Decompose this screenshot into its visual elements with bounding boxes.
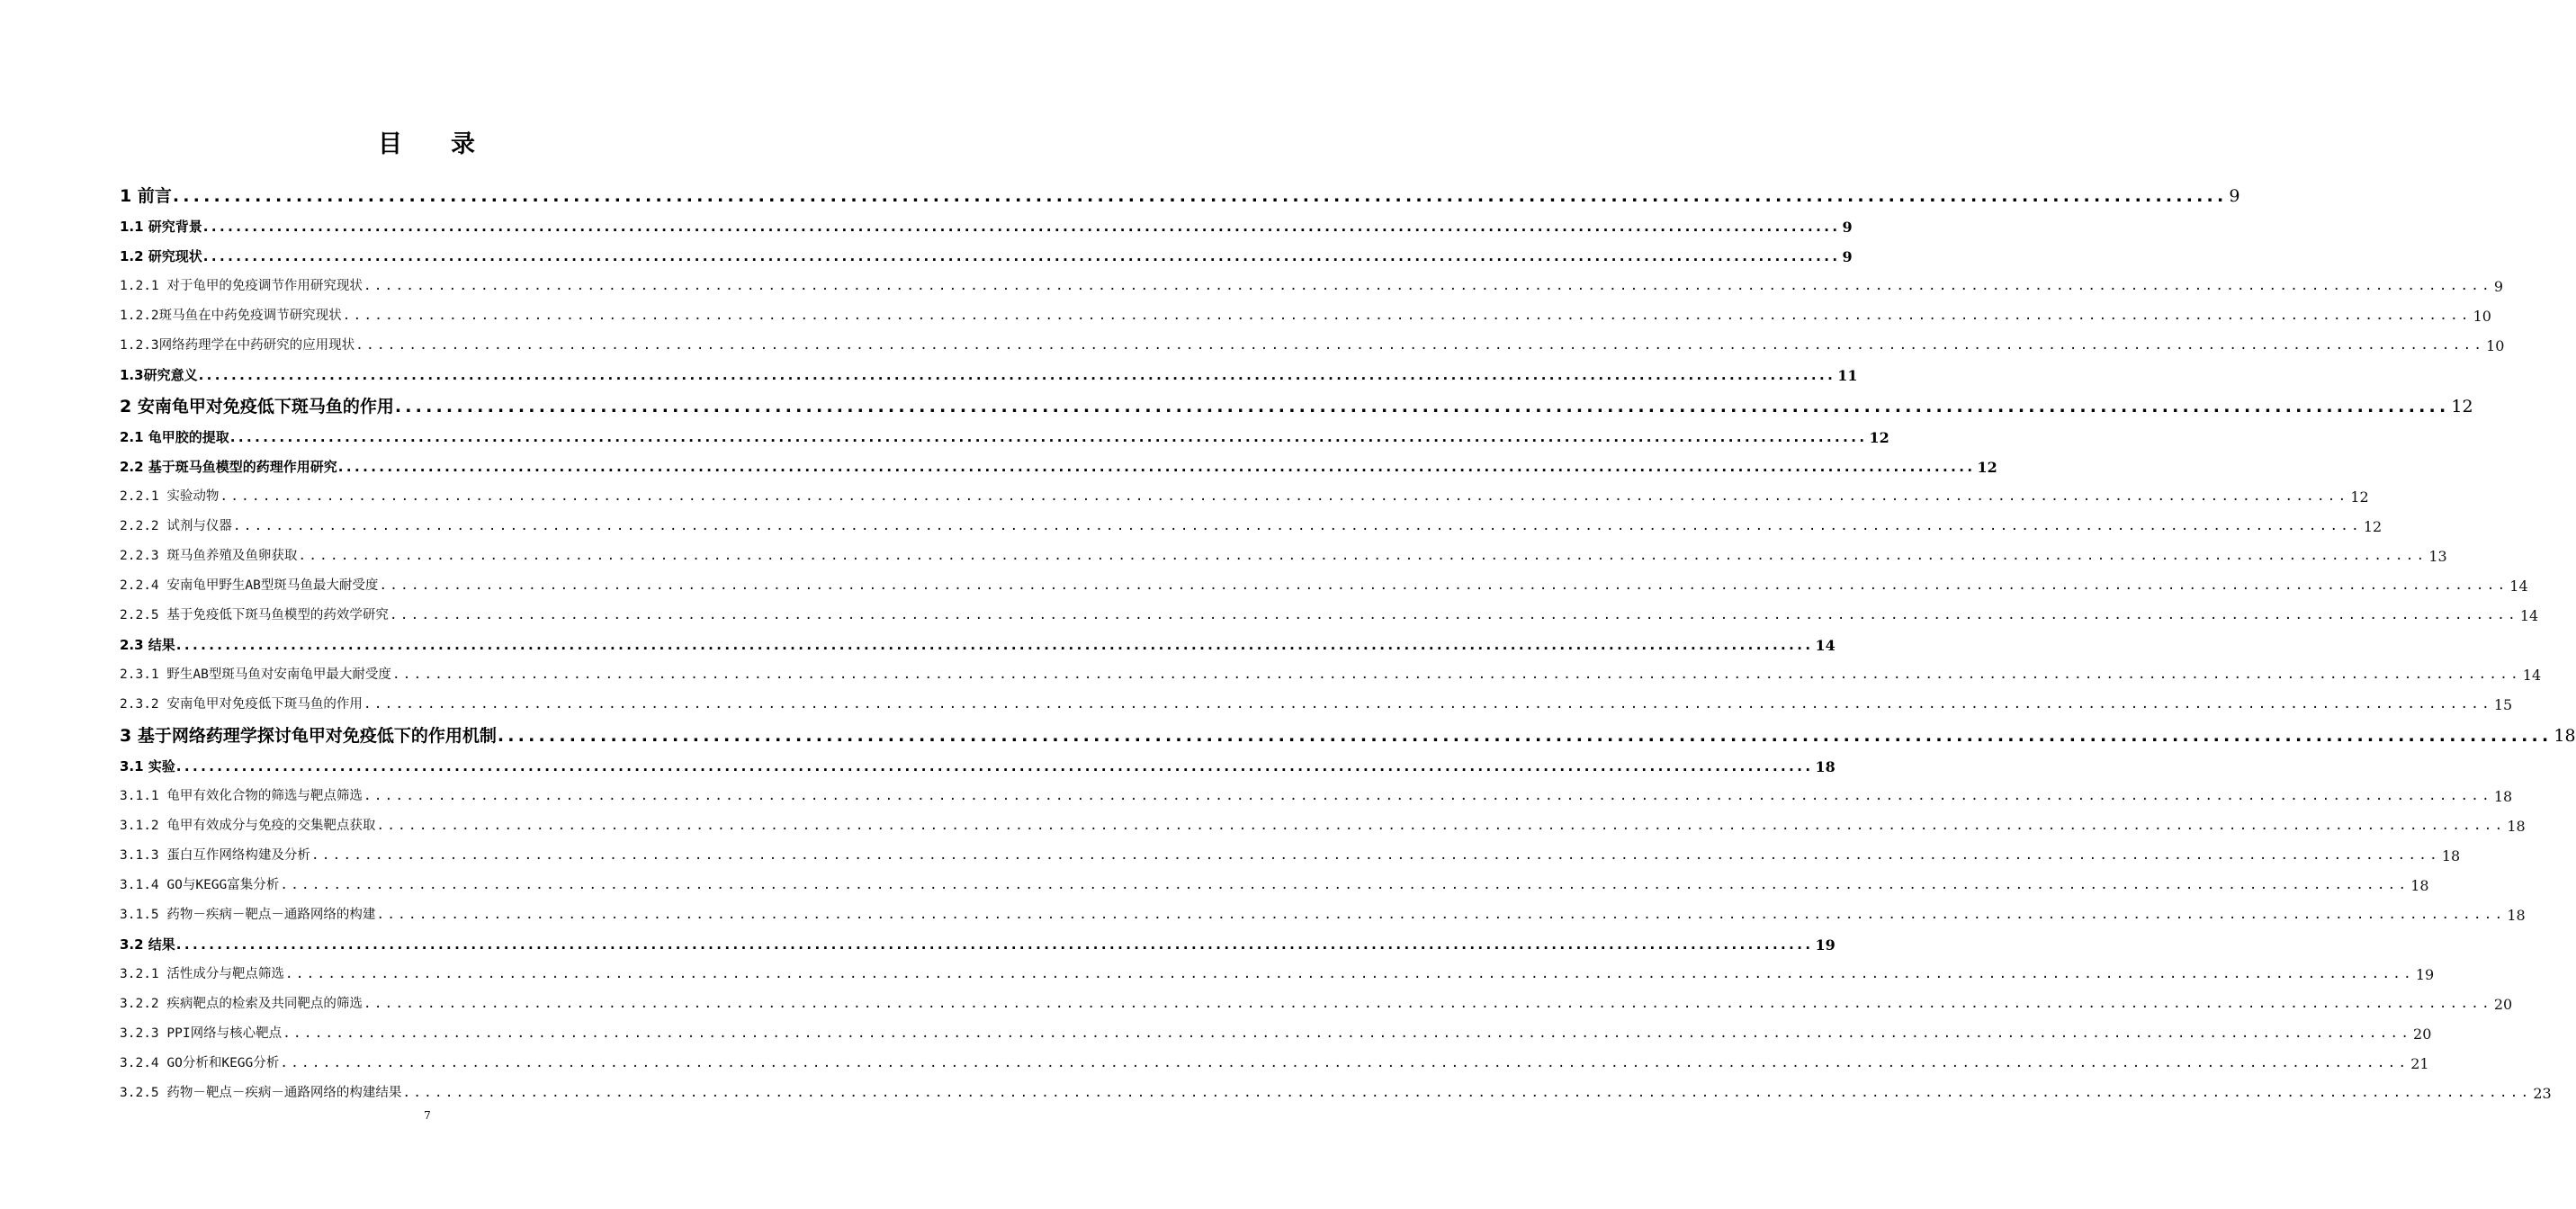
toc-entry-level-1[interactable] [120, 390, 2473, 423]
toc-entry-page-number: 9 [2229, 186, 2240, 206]
toc-entry-page-number: 12 [1977, 459, 1997, 476]
toc-entry-label: 2.2.4 安南龟甲野生AB型斑马鱼最大耐受度 [120, 578, 379, 593]
toc-entry-label: 3 基于网络药理学探讨龟甲对免疫低下的作用机制 [120, 726, 497, 746]
toc-leader-dots: ........................................................................................................................................................................................................ [175, 936, 1814, 953]
toc-entry-label: 2.3.1 野生AB型斑马鱼对安南龟甲最大耐受度 [120, 667, 391, 682]
toc-entry-level-3[interactable] [120, 1019, 2432, 1049]
toc-entry-label: 3.1.4 GO与KEGG富集分析 [120, 878, 280, 892]
toc-entry-page-number: 14 [2509, 578, 2528, 595]
toc-leader-dots: ........................................................................................................................................................................................................ [363, 697, 2492, 712]
toc-entry-page-number: 15 [2493, 696, 2513, 713]
toc-leader-dots: ........................................................................................................................................................................................................ [376, 819, 2506, 833]
toc-entry-level-2[interactable] [120, 361, 1858, 390]
toc-entry-level-2[interactable] [120, 242, 1853, 272]
toc-entry-label: 3.1.1 龟甲有效化合物的筛选与靶点筛选 [120, 789, 363, 803]
toc-entry-level-3[interactable] [120, 301, 2491, 331]
toc-entry-level-2[interactable] [120, 631, 1836, 660]
toc-entry-page-number: 19 [1815, 936, 1836, 954]
toc-entry-label: 1.3研究意义 [120, 367, 198, 383]
toc-entry-label: 2 安南龟甲对免疫低下斑马鱼的作用 [120, 397, 394, 416]
toc-leader-dots: ........................................................................................................................................................................................................ [172, 186, 2228, 206]
toc-leader-dots: ........................................................................................................................................................................................................ [497, 726, 2553, 746]
toc-entry-page-number: 9 [1842, 219, 1853, 236]
toc-entry-level-3[interactable] [120, 512, 2383, 542]
toc-entry-page-number: 14 [2522, 667, 2542, 684]
toc-entry-page-number: 18 [2507, 907, 2526, 924]
toc-leader-dots: ........................................................................................................................................................................................................ [355, 338, 2485, 353]
toc-entry-label: 2.2.5 基于免疫低下斑马鱼模型的药效学研究 [120, 608, 389, 622]
toc-leader-dots: ........................................................................................................................................................................................................ [202, 219, 1841, 235]
toc-entry-label: 3.2.4 GO分析和KEGG分析 [120, 1056, 280, 1070]
toc-leader-dots: ........................................................................................................................................................................................................ [283, 1026, 2412, 1041]
toc-entry-level-3[interactable] [120, 542, 2447, 571]
toc-entry-label: 3.2.2 疾病靶点的检索及共同靶点的筛选 [120, 997, 363, 1011]
toc-leader-dots: ........................................................................................................................................................................................................ [298, 549, 2428, 563]
toc-entry-level-3[interactable] [120, 571, 2528, 601]
toc-leader-dots: ........................................................................................................................................................................................................ [175, 637, 1814, 653]
toc-entry-label: 3.1.3 蛋白互作网络构建及分析 [120, 848, 310, 863]
toc-entry-page-number: 13 [2428, 548, 2447, 565]
toc-entry-page-number: 18 [1815, 758, 1836, 775]
toc-entry-label: 3.2.5 药物－靶点－疾病－通路网络的构建结果 [120, 1086, 402, 1100]
toc-entry-level-1[interactable] [120, 180, 2240, 212]
toc-entry-page-number: 20 [2413, 1025, 2432, 1043]
toc-entry-level-2[interactable] [120, 423, 1889, 452]
toc-leader-dots: ........................................................................................................................................................................................................ [402, 1086, 2532, 1100]
toc-leader-dots: ........................................................................................................................................................................................................ [363, 789, 2492, 803]
toc-entry-label: 2.3.2 安南龟甲对免疫低下斑马鱼的作用 [120, 697, 363, 712]
toc-entry-page-number: 11 [1837, 367, 1858, 384]
title-part-1: 目 [378, 130, 404, 158]
title-part-2: 录 [451, 130, 477, 158]
toc-entry-label: 3.2.3 PPI网络与核心靶点 [120, 1026, 283, 1041]
toc-entry-label: 3.1.2 龟甲有效成分与免疫的交集靶点获取 [120, 819, 376, 833]
toc-leader-dots: ........................................................................................................................................................................................................ [337, 459, 1976, 475]
toc-entry-page-number: 12 [2350, 488, 2369, 506]
toc-entry-label: 2.2.3 斑马鱼养殖及鱼卵获取 [120, 549, 298, 563]
toc-entry-label: 1.2.3网络药理学在中药研究的应用现状 [120, 338, 355, 353]
table-of-contents [120, 180, 2576, 1108]
toc-entry-label: 2.1 龟甲胶的提取 [120, 429, 229, 445]
toc-entry-level-3[interactable] [120, 811, 2526, 841]
toc-leader-dots: ........................................................................................................................................................................................................ [394, 397, 2450, 416]
toc-entry-level-3[interactable] [120, 690, 2513, 720]
toc-entry-level-3[interactable] [120, 900, 2526, 930]
toc-entry-level-3[interactable] [120, 960, 2435, 990]
toc-entry-level-3[interactable] [120, 990, 2513, 1019]
toc-entry-page-number: 9 [2493, 278, 2504, 295]
toc-entry-page-number: 20 [2493, 996, 2513, 1013]
toc-entry-level-2[interactable] [120, 212, 1853, 242]
toc-entry-level-3[interactable] [120, 272, 2504, 301]
toc-leader-dots: ........................................................................................................................................................................................................ [363, 279, 2492, 293]
toc-entry-level-3[interactable] [120, 331, 2505, 361]
toc-entry-level-3[interactable] [120, 1079, 2552, 1108]
toc-entry-level-2[interactable] [120, 452, 1997, 482]
toc-entry-level-3[interactable] [120, 660, 2542, 690]
toc-leader-dots: ........................................................................................................................................................................................................ [229, 429, 1868, 445]
toc-entry-page-number: 18 [2410, 877, 2429, 894]
toc-entry-label: 1.2.1 对于龟甲的免疫调节作用研究现状 [120, 279, 363, 293]
toc-entry-level-2[interactable] [120, 752, 1836, 782]
toc-entry-page-number: 23 [2533, 1085, 2552, 1102]
page-title [0, 124, 855, 159]
toc-leader-dots: ........................................................................................................................................................................................................ [379, 578, 2509, 593]
toc-entry-page-number: 14 [1815, 637, 1836, 654]
toc-entry-page-number: 12 [2451, 397, 2473, 416]
toc-entry-page-number: 18 [2554, 726, 2576, 746]
toc-entry-level-3[interactable] [120, 601, 2539, 631]
toc-entry-label: 2.2.1 实验动物 [120, 489, 220, 504]
toc-entry-page-number: 18 [2507, 818, 2526, 835]
toc-entry-page-number: 9 [1842, 248, 1853, 265]
toc-entry-page-number: 10 [2486, 337, 2505, 354]
toc-entry-level-3[interactable] [120, 482, 2369, 512]
toc-entry-page-number: 19 [2415, 966, 2435, 983]
toc-leader-dots: ........................................................................................................................................................................................................ [391, 667, 2521, 682]
toc-entry-page-number: 12 [2363, 518, 2383, 535]
toc-entry-level-2[interactable] [120, 930, 1836, 960]
toc-entry-page-number: 12 [1869, 429, 1889, 446]
toc-entry-level-3[interactable] [120, 782, 2513, 811]
toc-leader-dots: ........................................................................................................................................................................................................ [202, 248, 1841, 264]
toc-leader-dots: ........................................................................................................................................................................................................ [198, 367, 1836, 383]
toc-entry-label: 2.3 结果 [120, 637, 175, 653]
toc-entry-page-number: 18 [2441, 847, 2461, 864]
toc-leader-dots: ........................................................................................................................................................................................................ [175, 758, 1814, 775]
toc-entry-label: 1.2.2斑马鱼在中药免疫调节研究现状 [120, 309, 342, 323]
toc-entry-label: 2.2 基于斑马鱼模型的药理作用研究 [120, 459, 337, 475]
toc-entry-level-3[interactable] [120, 841, 2461, 871]
toc-entry-label: 2.2.2 试剂与仪器 [120, 519, 232, 533]
toc-leader-dots: ........................................................................................................................................................................................................ [342, 309, 2472, 323]
toc-leader-dots: ........................................................................................................................................................................................................ [284, 967, 2414, 981]
page-number: 7 [424, 1109, 431, 1122]
toc-leader-dots: ........................................................................................................................................................................................................ [310, 848, 2440, 863]
toc-leader-dots: ........................................................................................................................................................................................................ [280, 1056, 2410, 1070]
toc-leader-dots: ........................................................................................................................................................................................................ [389, 608, 2518, 622]
toc-entry-label: 1.1 研究背景 [120, 219, 202, 235]
toc-entry-label: 3.2 结果 [120, 936, 175, 953]
toc-entry-label: 3.1.5 药物－疾病－靶点－通路网络的构建 [120, 908, 376, 922]
toc-leader-dots: ........................................................................................................................................................................................................ [220, 489, 2349, 504]
toc-leader-dots: ........................................................................................................................................................................................................ [363, 997, 2492, 1011]
toc-leader-dots: ........................................................................................................................................................................................................ [232, 519, 2362, 533]
toc-entry-level-3[interactable] [120, 1049, 2429, 1079]
toc-entry-page-number: 14 [2519, 607, 2539, 624]
toc-entry-level-3[interactable] [120, 871, 2429, 900]
toc-entry-page-number: 10 [2473, 308, 2491, 325]
toc-entry-page-number: 18 [2493, 788, 2513, 805]
toc-entry-label: 1 前言 [120, 186, 172, 206]
toc-entry-label: 1.2 研究现状 [120, 248, 202, 264]
toc-entry-level-1[interactable] [120, 720, 2576, 752]
toc-leader-dots: ........................................................................................................................................................................................................ [280, 878, 2410, 892]
toc-entry-label: 3.2.1 活性成分与靶点筛选 [120, 967, 284, 981]
toc-entry-label: 3.1 实验 [120, 758, 175, 775]
toc-leader-dots: ........................................................................................................................................................................................................ [376, 908, 2506, 922]
toc-entry-page-number: 21 [2410, 1055, 2429, 1072]
